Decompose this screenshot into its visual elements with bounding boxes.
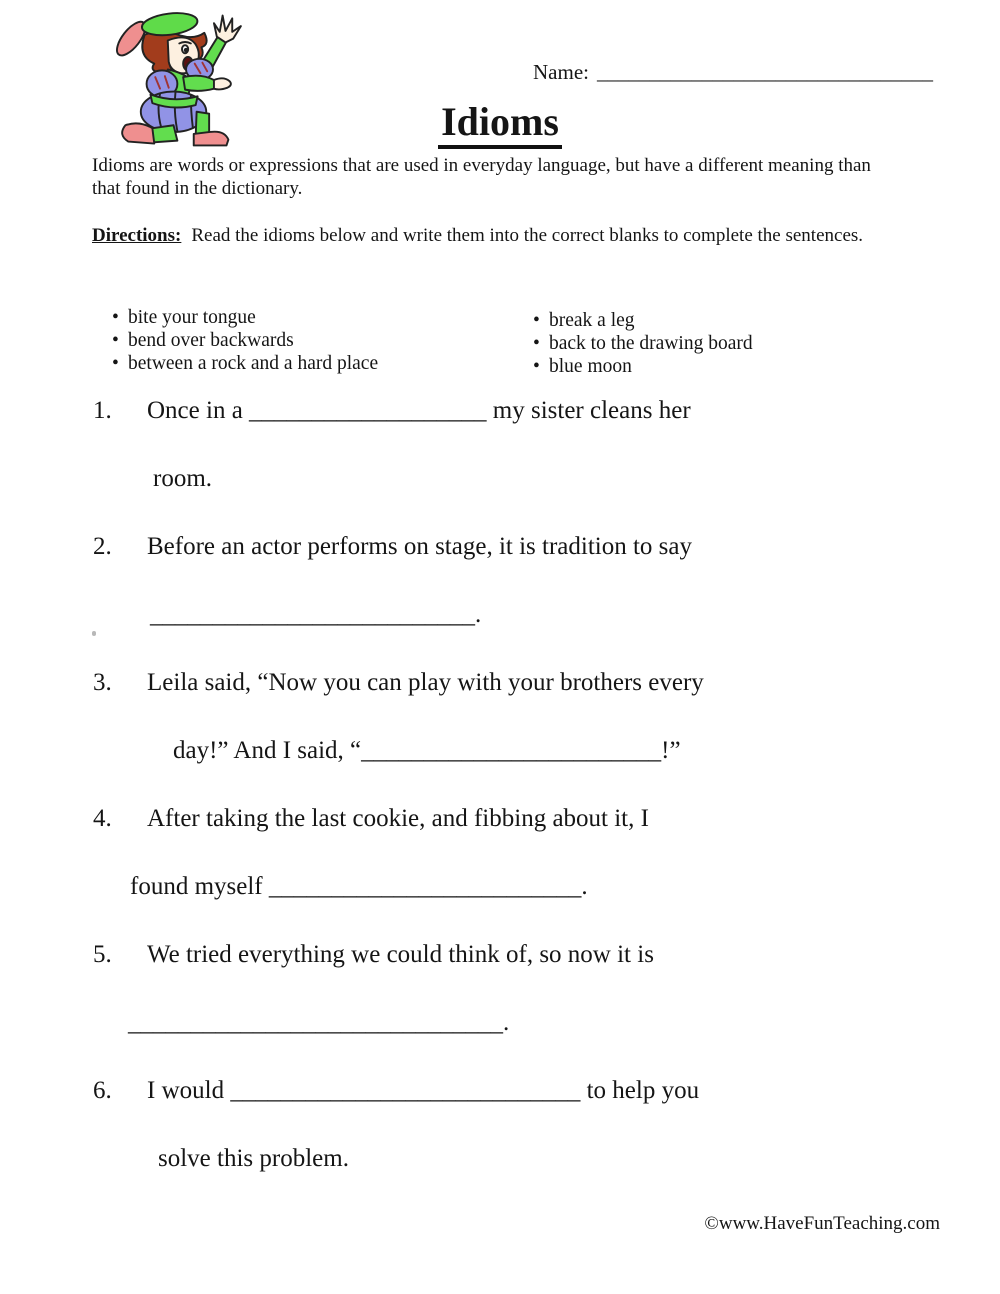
intro-text: Idioms are words or expressions that are used in everyday language, but have a different meaning than that found in the dictionary. bbox=[92, 155, 871, 199]
word-bank-item bbox=[533, 309, 753, 332]
question-line: room. bbox=[153, 465, 213, 492]
question-item bbox=[93, 513, 950, 649]
question-number: 1. bbox=[93, 397, 112, 424]
question-item bbox=[93, 377, 950, 513]
jester-hat-icon bbox=[141, 10, 199, 38]
question-text: I would ____________________________ to help you bbox=[147, 1077, 700, 1104]
jester-raised-hand bbox=[214, 16, 241, 43]
word-bank-left-column bbox=[112, 306, 378, 375]
title-wrap bbox=[0, 100, 1000, 149]
question-number: 5. bbox=[93, 941, 112, 968]
question-number: 2. bbox=[93, 533, 112, 560]
question-line bbox=[93, 649, 950, 717]
question-line: solve this problem. bbox=[158, 1145, 349, 1172]
word-bank-right-column bbox=[533, 309, 753, 378]
question-item bbox=[93, 921, 950, 1057]
word-bank-item bbox=[533, 355, 753, 378]
word-bank-term: back to the drawing board bbox=[549, 333, 753, 354]
bullet-icon: • bbox=[112, 353, 119, 374]
question-number: 6. bbox=[93, 1077, 112, 1104]
directions-label: Directions: bbox=[92, 225, 182, 246]
page-title: Idioms bbox=[438, 100, 562, 149]
question-text: We tried everything we could think of, so now it is bbox=[147, 941, 654, 968]
word-bank-term: break a leg bbox=[549, 310, 635, 331]
word-bank-term: bend over backwards bbox=[128, 330, 294, 351]
word-bank-item bbox=[112, 352, 378, 375]
question-text: Leila said, “Now you can play with your brothers every bbox=[147, 669, 704, 696]
jester-forward-hand bbox=[214, 78, 231, 89]
scan-artifact-dot bbox=[92, 631, 96, 636]
directions bbox=[92, 224, 914, 247]
jester-forward-arm bbox=[183, 76, 214, 91]
jester-pupil bbox=[185, 49, 188, 52]
footer-copyright: ©www.HaveFunTeaching.com bbox=[704, 1213, 940, 1234]
name-label: Name: bbox=[533, 60, 589, 84]
bullet-icon: • bbox=[112, 307, 119, 328]
question-text: Once in a ___________________ my sister cleans her bbox=[147, 397, 691, 424]
question-item bbox=[93, 1057, 950, 1193]
question-text: Before an actor performs on stage, it is tradition to say bbox=[147, 533, 692, 560]
question-line: found myself _________________________. bbox=[130, 873, 588, 900]
word-bank-item bbox=[533, 332, 753, 355]
name-row bbox=[533, 58, 933, 86]
question-line bbox=[93, 921, 950, 989]
word-bank-term: between a rock and a hard place bbox=[128, 353, 379, 374]
questions-list bbox=[93, 377, 950, 1193]
question-line bbox=[93, 513, 950, 581]
question-item bbox=[93, 785, 950, 921]
bullet-icon: • bbox=[112, 330, 119, 351]
question-line: day!” And I said, “________________________!” bbox=[173, 737, 681, 764]
question-item bbox=[93, 649, 950, 785]
word-bank-item bbox=[112, 306, 378, 329]
name-blank-line: ________________________________ bbox=[596, 60, 933, 84]
question-line bbox=[93, 785, 950, 853]
question-line: __________________________. bbox=[150, 601, 482, 628]
question-number: 3. bbox=[93, 669, 112, 696]
word-bank-term: blue moon bbox=[549, 356, 632, 377]
word-bank-item bbox=[112, 329, 378, 352]
question-line bbox=[93, 1057, 950, 1125]
word-bank-term: bite your tongue bbox=[128, 307, 256, 328]
directions-text: Read the idioms below and write them into the correct blanks to complete the sentences. bbox=[191, 225, 864, 246]
question-line: ______________________________. bbox=[128, 1009, 510, 1036]
question-line bbox=[93, 377, 950, 445]
question-text: After taking the last cookie, and fibbing about it, I bbox=[147, 805, 649, 832]
bullet-icon: • bbox=[533, 333, 540, 354]
question-number: 4. bbox=[93, 805, 112, 832]
bullet-icon: • bbox=[533, 310, 540, 331]
bullet-icon: • bbox=[533, 356, 540, 377]
